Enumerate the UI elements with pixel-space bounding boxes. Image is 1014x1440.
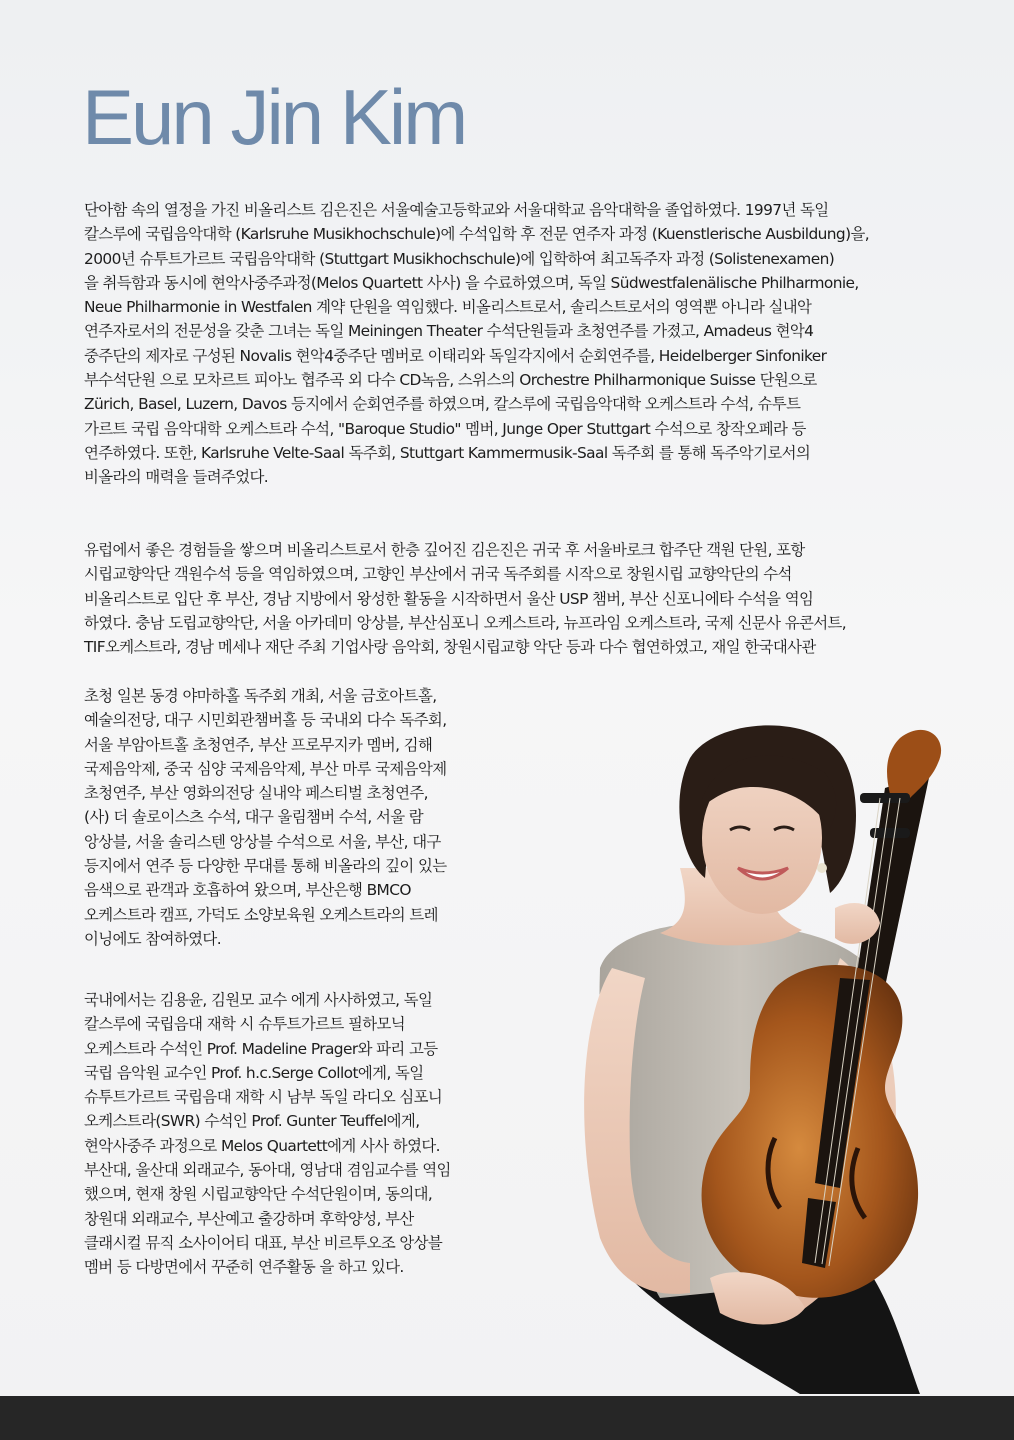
text-line: 클래시컬 뮤직 소사이어티 대표, 부산 비르투오조 앙상블 <box>84 1233 443 1252</box>
text-line: Neue Philharmonie in Westfalen 계약 단원을 역임했다. 비올리스트로서, 솔리스트로서의 영역뿐 아니라 실내악 <box>84 298 812 317</box>
text-line: 국립 음악원 교수인 Prof. h.c.Serge Collot에게, 독일 <box>84 1063 424 1082</box>
text-line: 예술의전당, 대구 시민회관챔버홀 등 국내외 다수 독주회, <box>84 711 447 730</box>
text-line: 연주자로서의 전문성을 갖춘 그녀는 독일 Meiningen Theater 수석단원들과 초청연주를 가졌고, Amadeus 현악4 <box>84 322 814 341</box>
text-line: 음색으로 관객과 호흡하여 왔으며, 부산은행 BMCO <box>84 881 411 900</box>
text-line: 하였다. 충남 도립교향악단, 서울 아카데미 앙상블, 부산심포니 오케스트라, 뉴프라임 오케스트라, 국제 신문사 유콘서트, <box>84 613 847 632</box>
text-line: 했으며, 현재 창원 시립교향악단 수석단원이며, 동의대, <box>84 1185 433 1204</box>
text-line: 이닝에도 참여하였다. <box>84 929 221 948</box>
text-line: 유럽에서 좋은 경험들을 쌓으며 비올리스트로서 한층 깊어진 김은진은 귀국 후 서울바로크 합주단 객원 단원, 포항 <box>84 541 805 559</box>
text-line: 슈투트가르트 국립음대 재학 시 남부 독일 라디오 심포니 <box>84 1088 443 1107</box>
text-line: 현악사중주 과정으로 Melos Quartett에게 사사 하였다. <box>84 1136 440 1155</box>
portrait-photo <box>540 718 1014 1394</box>
text-line: 연주하였다. 또한, Karlsruhe Velte-Saal 독주회, Stuttgart Kammermusik-Saal 독주회 를 통해 독주악기로서의 <box>84 443 811 462</box>
text-line: 초청 일본 동경 야마하홀 독주회 개최, 서울 금호아트홀, <box>84 687 437 705</box>
bio-paragraph-2 <box>84 538 948 659</box>
text-line: 부산대, 울산대 외래교수, 동아대, 영남대 겸임교수를 역임 <box>84 1161 451 1180</box>
text-line: 비올라의 매력을 들려주었다. <box>84 468 269 487</box>
text-line: 중주단의 제자로 구성된 Novalis 현악4중주단 멤버로 이태리와 독일각지에서 순회연주를, Heidelberger Sinfoniker <box>84 346 827 365</box>
text-line: 멤버 등 다방면에서 꾸준히 연주활동 을 하고 있다. <box>84 1258 404 1277</box>
bio-paragraph-1 <box>84 198 948 490</box>
text-line: 국내에서는 김용윤, 김원모 교수 에게 사사하였고, 독일 <box>84 991 433 1009</box>
bio-paragraph-2-continued <box>84 684 500 951</box>
text-line: 칼스루에 국립음대 재학 시 슈투트가르트 필하모닉 <box>84 1015 406 1034</box>
bio-paragraph-3 <box>84 988 500 1280</box>
text-line: 2000년 슈투트가르트 국립음악대학 (Stuttgart Musikhochschule)에 입학하여 최고독주자 과정 (Solistenexamen) <box>84 249 835 268</box>
text-line: 가르트 국립 음악대학 오케스트라 수석, "Baroque Studio" 멤버, Junge Oper Stuttgart 수석으로 창작오페라 등 <box>84 419 806 438</box>
text-line: 을 취득함과 동시에 현악사중주과정(Melos Quartett 사사) 을 수료하였으며, 독일 Südwestfalenälische Philharmonie, <box>84 273 859 292</box>
text-line: 앙상블, 서울 솔리스텐 앙상블 수석으로 서울, 부산, 대구 <box>84 832 441 851</box>
text-line: 오케스트라 캠프, 가덕도 소양보육원 오케스트라의 트레 <box>84 905 438 924</box>
text-line: 서울 부암아트홀 초청연주, 부산 프로무지카 멤버, 김해 <box>84 735 433 754</box>
text-line: 오케스트라(SWR) 수석인 Prof. Gunter Teuffel에게, <box>84 1112 420 1131</box>
text-line: (사) 더 솔로이스츠 수석, 대구 울림챔버 수석, 서울 람 <box>84 808 424 827</box>
text-line: 단아함 속의 열정을 가진 비올리스트 김은진은 서울예술고등학교와 서울대학교 음악대학을 졸업하였다. 1997년 독일 <box>84 201 829 219</box>
text-line: 창원대 외래교수, 부산예고 출강하며 후학양성, 부산 <box>84 1209 414 1228</box>
text-line: 등지에서 연주 등 다양한 무대를 통해 비올라의 깊이 있는 <box>84 857 447 876</box>
text-line: Zürich, Basel, Luzern, Davos 등지에서 순회연주를 하였으며, 칼스루에 국립음악대학 오케스트라 수석, 슈투트 <box>84 395 801 414</box>
text-line: 초청연주, 부산 영화의전당 실내악 페스티벌 초청연주, <box>84 784 428 803</box>
text-line: TIF오케스트라, 경남 메세나 재단 주최 기업사랑 음악회, 창원시립교향 악단 등과 다수 협연하였고, 재일 한국대사관 <box>84 638 816 657</box>
text-line: 국제음악제, 중국 심양 국제음악제, 부산 마루 국제음악제 <box>84 759 447 778</box>
text-line: 칼스루에 국립음악대학 (Karlsruhe Musikhochschule)에 수석입학 후 전문 연주자 과정 (Kuenstlerische Ausbildung)을, <box>84 225 870 244</box>
text-line: 시립교향악단 객원수석 등을 역임하였으며, 고향인 부산에서 귀국 독주회를 시작으로 창원시립 교향악단의 수석 <box>84 565 792 584</box>
text-line: 비올리스트로 입단 후 부산, 경남 지방에서 왕성한 활동을 시작하면서 울산 USP 챔버, 부산 신포니에타 수석을 역임 <box>84 589 814 608</box>
text-line: 오케스트라 수석인 Prof. Madeline Prager와 파리 고등 <box>84 1039 438 1058</box>
footer-bar <box>0 1396 1014 1440</box>
page-title: Eun Jin Kim <box>82 73 466 161</box>
viola-scroll <box>887 730 941 798</box>
text-line: 부수석단원 으로 모차르트 피아노 협주곡 외 다수 CD녹음, 스위스의 Orchestre Philharmonique Suisse 단원으로 <box>84 371 817 390</box>
